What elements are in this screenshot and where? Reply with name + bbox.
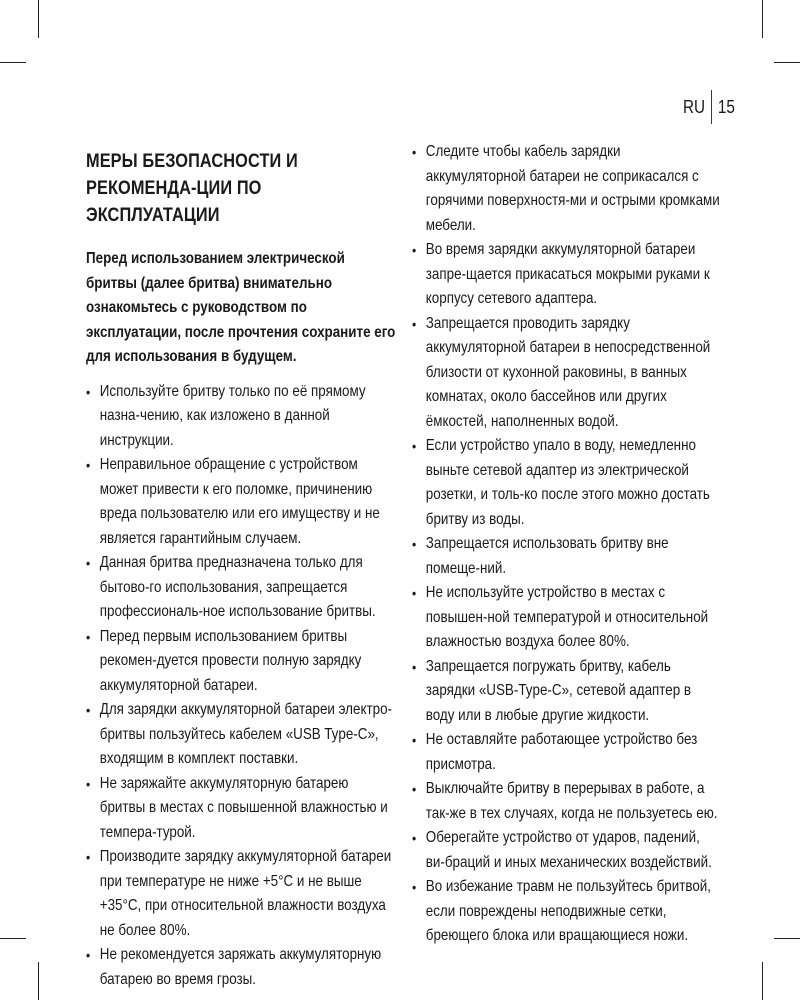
list-item (86, 380, 396, 454)
crop-mark (0, 938, 26, 939)
bullet-icon: • (412, 879, 417, 895)
list-item-text: Во избежание травм не пользуйтесь бритвой, если повреждены неподвижные сетки, бреющего блока или вращающиеся ножи. (425, 878, 712, 944)
bullet-icon: • (86, 849, 91, 865)
bullet-icon: • (86, 775, 91, 792)
list-item (86, 772, 396, 846)
list-item (412, 140, 722, 238)
crop-mark (38, 962, 39, 1000)
list-item (412, 826, 722, 875)
right-bullet-list (412, 140, 722, 949)
list-item (412, 581, 722, 655)
crop-mark (38, 0, 39, 38)
bullet-icon: • (412, 315, 417, 332)
list-item-text: Запрещается проводить зарядку аккумуляторной батареи в непосредственной близости от кухонной раковины, в ванных комнатах, около бассейнов или других ёмкостей, наполненных водой. (425, 314, 711, 430)
crop-mark (762, 962, 763, 1000)
intro-paragraph: Перед использованием электрической бритвы (далее бритва) внимательно ознакомьтесь с руководством по эксплуатации, после прочтения сохраните его для использования в будущем. (86, 250, 396, 365)
left-column (86, 140, 396, 992)
list-item (86, 453, 396, 551)
list-item (412, 312, 722, 435)
bullet-icon: • (412, 830, 417, 846)
list-item-text: Выключайте бритву в перерывах в работе, а так-же в тех случаях, когда не пользуетесь ею. (425, 780, 718, 822)
bullet-icon: • (412, 732, 417, 748)
list-item-text: Не рекомендуется заряжать аккумуляторную батарею во время грозы. (99, 946, 382, 988)
list-item (412, 655, 722, 729)
bullet-icon: • (412, 242, 417, 258)
bullet-icon: • (412, 585, 417, 601)
bullet-icon: • (86, 383, 91, 400)
list-item (412, 434, 722, 532)
bullet-icon: • (86, 457, 91, 473)
bullet-icon: • (86, 947, 91, 963)
crop-mark (762, 0, 763, 38)
list-item (412, 777, 722, 826)
list-item (86, 625, 396, 699)
list-item-text: Для зарядки аккумуляторной батареи электро-бритвы пользуйтесь кабелем «USB Type-C», входящим в комплект поставки. (99, 701, 392, 767)
header-divider (711, 90, 712, 124)
list-item (412, 875, 722, 949)
list-item-text: Во время зарядки аккумуляторной батареи запре-щается прикасаться мокрыми руками к корпусу сетевого адаптера. (425, 241, 710, 307)
list-item (86, 943, 396, 992)
list-item-text: Данная бритва предназначена только для бытово-го использования, запрещается профессиональ-ное использование бритвы. (99, 554, 376, 620)
list-item-text: Оберегайте устройство от ударов, падений, ви-браций и иных механических воздействий. (425, 829, 712, 871)
list-item-text: Не заряжайте аккумуляторную батарею бритвы в местах с повышенной влажностью и темпера-турой. (99, 774, 388, 841)
bullet-icon: • (86, 702, 91, 718)
bullet-icon: • (412, 658, 417, 675)
list-item-text: Перед первым использованием бритвы рекомен-дуется провести полную зарядку аккумуляторной батареи. (99, 627, 362, 694)
bullet-icon: • (412, 438, 417, 454)
list-item (86, 551, 396, 625)
list-item (412, 728, 722, 777)
list-item-text: Если устройство упало в воду, немедленно выньте сетевой адаптер из электрической розетки, и толь-ко после этого можно достать бритву из воды. (425, 437, 710, 528)
list-item (86, 698, 396, 772)
bullet-icon: • (412, 536, 417, 552)
bullet-icon: • (412, 781, 417, 797)
list-item-text: Запрещается использовать бритву вне помеще-ний. (425, 535, 669, 577)
list-item (412, 238, 722, 312)
list-item (86, 845, 396, 943)
right-column (412, 140, 722, 949)
language-label: RU (683, 96, 706, 117)
list-item-text: Используйте бритву только по её прямому назна-чению, как изложено в данной инструкции. (99, 382, 366, 449)
crop-mark (0, 62, 26, 63)
section-title: МЕРЫ БЕЗОПАСНОСТИ И РЕКОМЕНДА-ЦИИ ПО ЭКСПЛУАТАЦИИ (86, 151, 298, 226)
crop-mark (774, 938, 800, 939)
page-header (683, 90, 735, 124)
bullet-icon: • (86, 555, 91, 571)
page-number: 15 (717, 96, 735, 117)
crop-mark (774, 62, 800, 63)
list-item-text: Не оставляйте работающее устройство без присмотра. (425, 731, 698, 773)
bullet-icon: • (86, 628, 91, 645)
list-item-text: Запрещается погружать бритву, кабель зарядки «USB-Type-C», сетевой адаптер в воду или в любые другие жидкости. (425, 657, 692, 724)
left-bullet-list (86, 380, 396, 993)
bullet-icon: • (412, 144, 417, 160)
list-item (412, 532, 722, 581)
list-item-text: Следите чтобы кабель зарядки аккумуляторной батареи не соприкасался с горячими поверхностя-ми и острыми кромками мебели. (425, 143, 720, 234)
list-item-text: Неправильное обращение с устройством может привести к его поломке, причинению вреда пользователю или его имуществу и не является гарантийным случаем. (99, 456, 380, 547)
list-item-text: Не используйте устройство в местах с повышен-ной температурой и относительной влажностью воздуха более 80%. (425, 584, 709, 650)
list-item-text: Производите зарядку аккумуляторной батареи при температуре не ниже +5°С и не выше +35°С, при относительной влажности воздуха не более 80%. (99, 848, 392, 939)
